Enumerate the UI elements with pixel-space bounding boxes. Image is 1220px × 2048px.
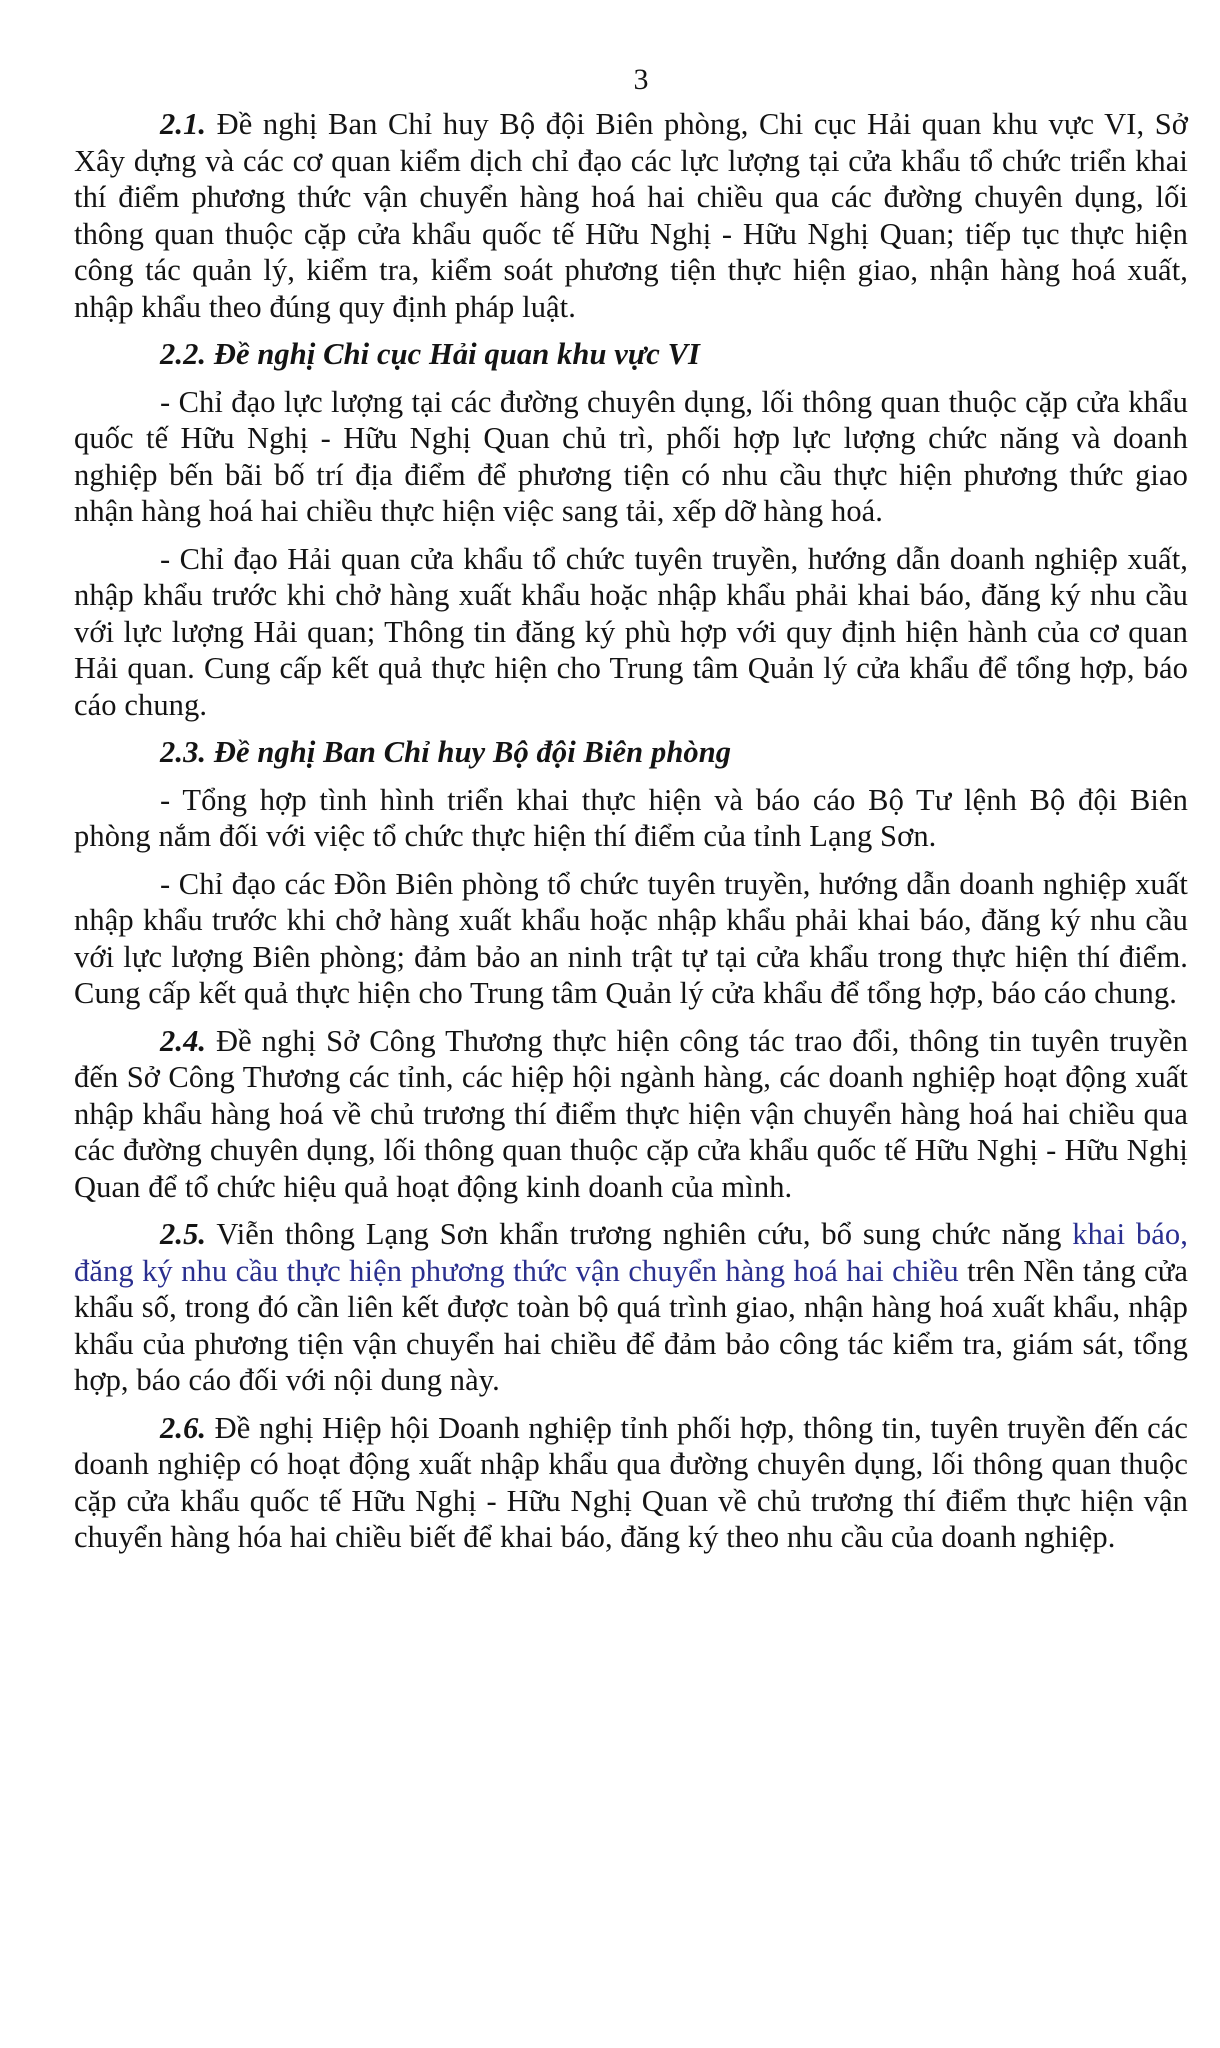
paragraph-2-5 bbox=[74, 1216, 1188, 1399]
paragraph-2-5-text-before: Viễn thông Lạng Sơn khẩn trương nghiên cứu, bổ sung chức năng bbox=[206, 1217, 1073, 1251]
paragraph-2-1-text: Đề nghị Ban Chỉ huy Bộ đội Biên phòng, Chi cục Hải quan khu vực VI, Sở Xây dựng và các cơ quan kiểm dịch chỉ đạo các lực lượng tại cửa khẩu tổ chức triển khai thí điểm phương thức vận chuyển hàng hoá hai chiều qua các đường chuyên dụng, lối thông quan thuộc cặp cửa khẩu quốc tế Hữu Nghị - Hữu Nghị Quan; tiếp tục thực hiện công tác quản lý, kiểm tra, kiểm soát phương tiện thực hiện giao, nhận hàng hoá xuất, nhập khẩu theo đúng quy định pháp luật. bbox=[74, 107, 1188, 324]
section-number-2-5: 2.5. bbox=[160, 1217, 207, 1251]
page-number: 3 bbox=[633, 63, 649, 96]
section-number-2-1: 2.1. bbox=[160, 107, 207, 141]
paragraph-2-2-b: - Chỉ đạo Hải quan cửa khẩu tổ chức tuyên truyền, hướng dẫn doanh nghiệp xuất, nhập khẩu trước khi chở hàng xuất khẩu hoặc nhập khẩu phải khai báo, đăng ký nhu cầu với lực lượng Hải quan; Thông tin đăng ký phù hợp với quy định hiện hành của cơ quan Hải quan. Cung cấp kết quả thực hiện cho Trung tâm Quản lý cửa khẩu để tổng hợp, báo cáo chung. bbox=[74, 541, 1188, 722]
paragraph-2-1 bbox=[74, 106, 1188, 325]
paragraph-2-3-b: - Chỉ đạo các Đồn Biên phòng tổ chức tuyên truyền, hướng dẫn doanh nghiệp xuất nhập khẩu trước khi chở hàng xuất khẩu hoặc nhập khẩu phải khai báo, đăng ký nhu cầu với lực lượng Biên phòng; đảm bảo an ninh trật tự tại cửa khẩu trong thực hiện thí điểm. Cung cấp kết quả thực hiện cho Trung tâm Quản lý cửa khẩu để tổng hợp, báo cáo chung. bbox=[74, 866, 1188, 1010]
paragraph-2-6 bbox=[74, 1410, 1188, 1556]
heading-2-2: 2.2. Đề nghị Chi cục Hải quan khu vực VI bbox=[160, 337, 701, 371]
paragraph-2-6-text: Đề nghị Hiệp hội Doanh nghiệp tỉnh phối hợp, thông tin, tuyên truyền đến các doanh nghiệp có hoạt động xuất nhập khẩu qua đường chuyên dụng, lối thông quan thuộc cặp cửa khẩu quốc tế Hữu Nghị - Hữu Nghị Quan về chủ trương thí điểm thực hiện vận chuyển hàng hóa hai chiều biết để khai báo, đăng ký theo nhu cầu của doanh nghiệp. bbox=[74, 1410, 1188, 1554]
paragraph-2-4 bbox=[74, 1023, 1188, 1206]
section-number-2-6: 2.6. bbox=[160, 1410, 207, 1445]
paragraph-2-5-text-after: trên Nền tảng cửa khẩu số, trong đó cần liên kết được toàn bộ quá trình giao, nhận hàng hoá xuất khẩu, nhập khẩu của phương tiện vận chuyển hai chiều để đảm bảo công tác kiểm tra, giám sát, tổng hợp, báo cáo đối với nội dung này. bbox=[74, 1253, 1188, 1397]
paragraph-2-3-a: - Tổng hợp tình hình triển khai thực hiện và báo cáo Bộ Tư lệnh Bộ đội Biên phòng nắm đối với việc tổ chức thực hiện thí điểm của tỉnh Lạng Sơn. bbox=[74, 782, 1188, 853]
highlighted-text: khai báo, đăng ký nhu cầu thực hiện phương thức vận chuyển hàng hoá hai chiều bbox=[74, 1217, 1189, 1288]
paragraph-2-4-text: Đề nghị Sở Công Thương thực hiện công tác trao đổi, thông tin tuyên truyền đến Sở Công Thương các tỉnh, các hiệp hội ngành hàng, các doanh nghiệp hoạt động xuất nhập khẩu hàng hoá về chủ trương thí điểm thực hiện vận chuyển hàng hoá hai chiều qua các đường chuyên dụng, lối thông quan thuộc cặp cửa khẩu quốc tế Hữu Nghị - Hữu Nghị Quan để tổ chức hiệu quả hoạt động kinh doanh của mình. bbox=[74, 1023, 1188, 1204]
paragraph-2-2-a: - Chỉ đạo lực lượng tại các đường chuyên dụng, lối thông quan thuộc cặp cửa khẩu quốc tế Hữu Nghị - Hữu Nghị Quan chủ trì, phối hợp lực lượng chức năng và doanh nghiệp bến bãi bố trí địa điểm để phương tiện có nhu cầu thực hiện phương thức giao nhận hàng hoá hai chiều thực hiện việc sang tải, xếp dỡ hàng hoá. bbox=[74, 384, 1188, 528]
heading-2-3: 2.3. Đề nghị Ban Chỉ huy Bộ đội Biên phòng bbox=[160, 735, 732, 769]
section-number-2-4: 2.4. bbox=[160, 1023, 207, 1058]
